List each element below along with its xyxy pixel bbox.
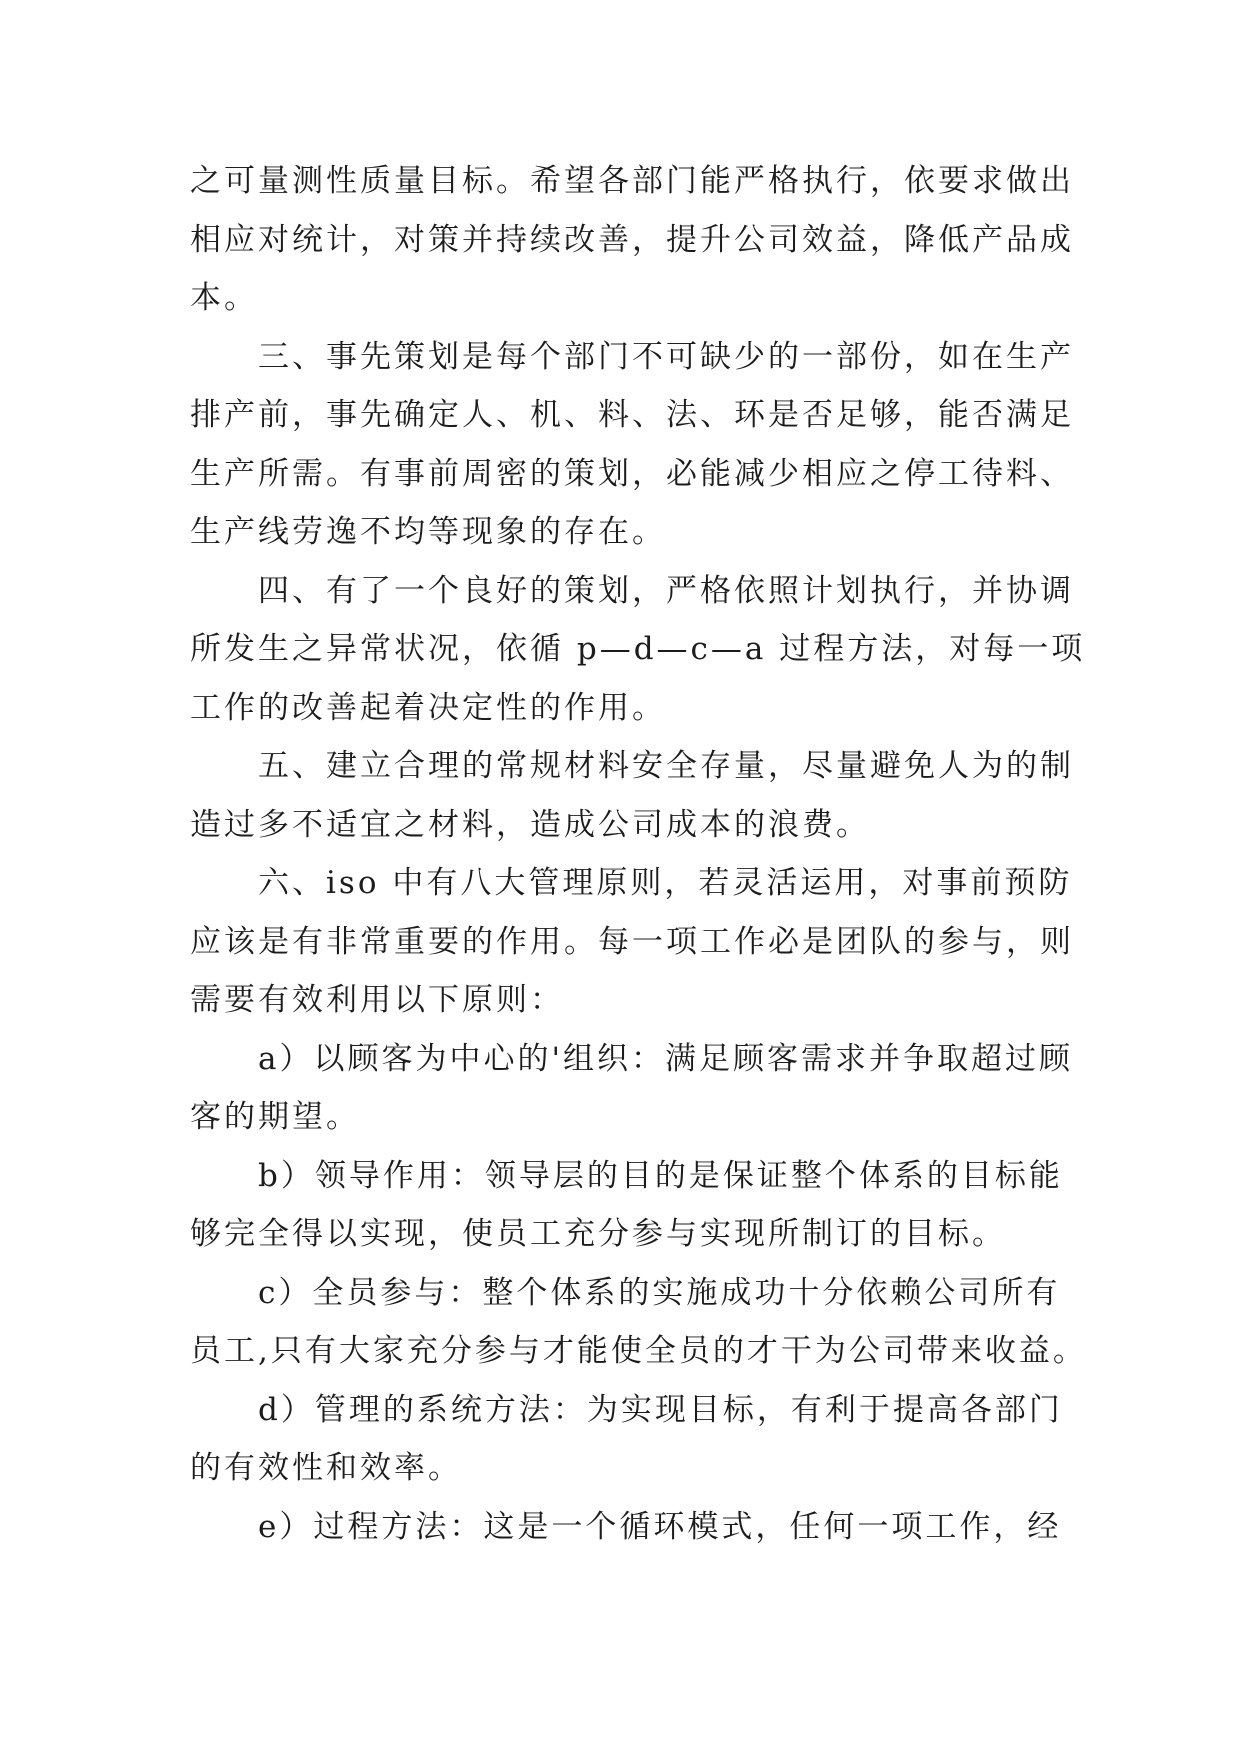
text-line: 排产前，事先确定人、机、料、法、环是否足够，能否满足 xyxy=(190,397,1074,433)
text-line: 够完全得以实现，使员工充分参与实现所制订的目标。 xyxy=(190,1216,1006,1252)
text-line: 六、iso 中有八大管理原则，若灵活运用，对事前预防 xyxy=(190,865,1073,901)
text-line: 三、事先策划是每个部门不可缺少的一部份，如在生产 xyxy=(190,338,1074,375)
text-line: 相应对统计，对策并持续改善，提升公司效益，降低产品成 xyxy=(190,221,1074,258)
text-line: 之可量测性质量目标。希望各部门能严格执行，依要求做出 xyxy=(190,163,1074,199)
text-line: 所发生之异常状况，依循 p—d—c—a 过程方法，对每一项 xyxy=(190,631,1086,667)
text-line: e）过程方法：这是一个循环模式，任何一项工作，经 xyxy=(190,1508,1062,1545)
text-line: 四、有了一个良好的策划，严格依照计划执行，并协调 xyxy=(190,572,1074,609)
text-line: 员工,只有大家充分参与才能使全员的才干为公司带来收益。 xyxy=(190,1333,1087,1369)
text-line: d）管理的系统方法：为实现目标，有利于提高各部门 xyxy=(190,1391,1063,1428)
text-line: 应该是有非常重要的作用。每一项工作必是团队的参与，则 xyxy=(190,923,1074,960)
text-line: c）全员参与：整个体系的实施成功十分依赖公司所有 xyxy=(190,1274,1061,1311)
text-line: 需要有效利用以下原则： xyxy=(190,982,564,1018)
text-line: 的有效性和效率。 xyxy=(190,1450,462,1486)
text-line: 生产线劳逸不均等现象的存在。 xyxy=(190,514,666,550)
text-line: 工作的改善起着决定性的作用。 xyxy=(190,689,666,726)
text-line: 造过多不适宜之材料，造成公司成本的浪费。 xyxy=(190,806,870,843)
text-line: 本。 xyxy=(190,280,258,316)
text-line: 五、建立合理的常规材料安全存量，尽量避免人为的制 xyxy=(190,748,1074,784)
text-line: b）领导作用：领导层的目的是保证整个体系的目标能 xyxy=(190,1157,1063,1194)
body-text xyxy=(190,152,1087,1556)
text-line: 客的期望。 xyxy=(190,1099,360,1135)
text-line: 生产所需。有事前周密的策划，必能减少相应之停工待料、 xyxy=(190,455,1074,492)
text-line: a）以顾客为中心的'组织：满足顾客需求并争取超过顾 xyxy=(190,1040,1074,1077)
